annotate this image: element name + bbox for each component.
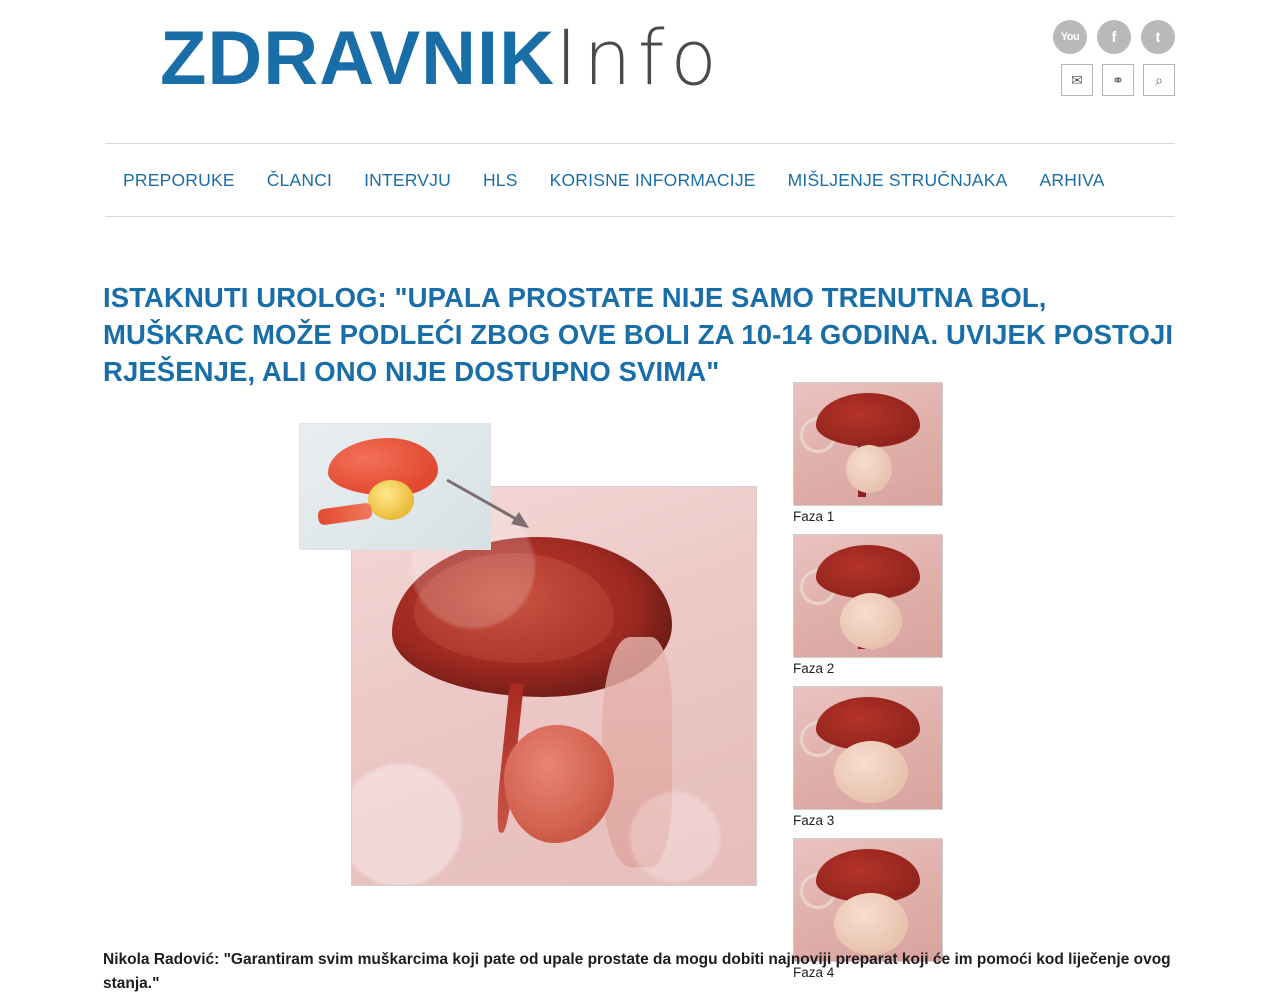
prostate-shape — [504, 725, 614, 843]
phase-2-image — [793, 534, 943, 658]
nav-item-hls[interactable]: HLS — [482, 170, 518, 190]
page-title: ISTAKNUTI UROLOG: "UPALA PROSTATE NIJE SAMO TRENUTNA BOL, MUŠKRAC MOŽE PODLEĆI ZBOG OVE BOLI ZA 10-14 GODINA. UVIJEK POSTOJI RJEŠENJE, ALI ONO NIJE DOSTUPNO SVIMA" — [103, 282, 1174, 387]
header-divider-top — [105, 143, 1175, 144]
nav-item-clanci[interactable]: ČLANCI — [266, 170, 333, 190]
phase-item-3 — [793, 686, 953, 828]
logo-thin-text: Info — [555, 13, 723, 102]
logo-bold-text: ZDRAVNIK — [160, 16, 556, 101]
bladder-shape — [816, 545, 920, 599]
phase-thumbnail-list — [793, 382, 953, 990]
search-icon[interactable]: ⌕ — [1143, 64, 1175, 96]
phase-item-2 — [793, 534, 953, 676]
nav-item-misljenje-strucnjaka[interactable]: MIŠLJENJE STRUČNJAKA — [787, 170, 1008, 190]
phase-1-label: Faza 1 — [793, 509, 835, 524]
phase-item-1 — [793, 382, 953, 524]
site-header — [0, 0, 1280, 190]
social-links — [1053, 20, 1175, 54]
rectum-shape — [602, 637, 672, 867]
facebook-icon[interactable]: f — [1097, 20, 1131, 54]
phase-2-label: Faza 2 — [793, 661, 835, 676]
nav-item-preporuke[interactable]: PREPORUKE — [123, 170, 235, 190]
header-tools — [1061, 64, 1175, 96]
main-nav — [105, 170, 1137, 191]
prostate-shape — [834, 893, 908, 955]
share-icon[interactable]: ⚭ — [1102, 64, 1134, 96]
nav-item-arhiva[interactable]: ARHIVA — [1039, 170, 1105, 190]
phase-3-image — [793, 686, 943, 810]
model-tube-shape — [317, 502, 373, 525]
prostate-shape — [840, 593, 902, 649]
nav-item-korisne-informacije[interactable]: KORISNE INFORMACIJE — [549, 170, 756, 190]
prostate-shape — [846, 445, 892, 493]
header-divider-bottom — [105, 216, 1175, 217]
phase-4-image — [793, 838, 943, 962]
mail-icon[interactable]: ✉ — [1061, 64, 1093, 96]
phase-4-label: Faza 4 — [793, 965, 835, 980]
nav-item-intervju[interactable]: INTERVJU — [364, 170, 451, 190]
pointer-arrow-icon — [441, 474, 541, 534]
model-gland-shape — [368, 480, 414, 520]
bladder-shape — [816, 393, 920, 447]
prostate-shape — [834, 741, 908, 803]
youtube-icon[interactable]: You — [1053, 20, 1087, 54]
figure-caption: Nikola Radović: "Garantiram svim muškarcima koji pate od upale prostate da mogu dobiti najnoviji preparat koji će im pomoći kod liječenje ovog stanja." — [103, 950, 1171, 993]
phase-1-image — [793, 382, 943, 506]
site-logo[interactable] — [160, 13, 723, 102]
twitter-icon[interactable]: t — [1141, 20, 1175, 54]
phase-3-label: Faza 3 — [793, 813, 835, 828]
